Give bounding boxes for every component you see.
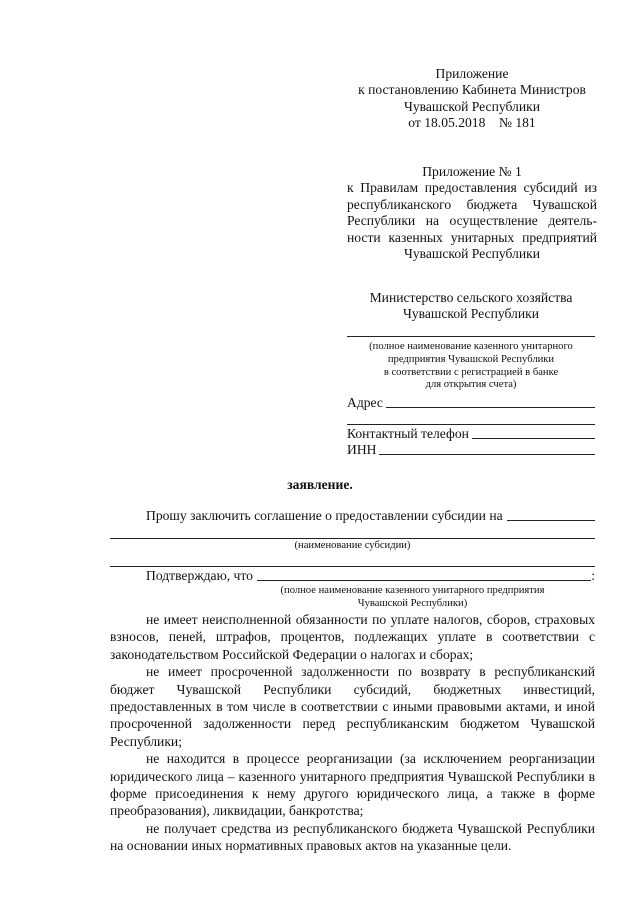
request-text: Прошу заключить соглашение о предоставлении субсидии на <box>146 508 503 523</box>
rules-appendix-line: ности казенных унитарных предприятий <box>347 229 597 245</box>
appendix-header <box>347 66 597 131</box>
confirmation-paragraph: не находится в процессе реорганизации (за исключением реорганизации юридического лица – казенного унитарного предприятия Чувашской Республики в форме присоединения к нему другого юридического лица, а также в форме преобразования), ликвидации, банкротства; <box>110 751 595 819</box>
address-field[interactable] <box>386 407 595 408</box>
subsidy-field-line[interactable] <box>110 538 595 539</box>
confirm-row <box>110 568 595 584</box>
confirmation-paragraph: не получает средства из республиканского бюджета Чувашской Республики на основании иных нормативных правовых актов на указанные цели. <box>110 820 595 854</box>
enterprise-note: (полное наименование казенного унитарного предприятия Чувашской Республики) <box>280 585 545 609</box>
confirmation-paragraph: не имеет просроченной задолженности по возврату в республиканский бюджет Чувашской Республики субсидий, бюджетных инвестиций, предоставленных в том числе в соответствии с иными правовыми актами, и иной просроченной задолженности перед республиканским бюджетом Чувашской Республики; <box>110 664 595 749</box>
rules-appendix <box>347 164 597 262</box>
confirmation-list <box>110 611 595 855</box>
addressee-line: Чувашской Республики <box>403 306 539 322</box>
confirm-colon: : <box>591 568 595 583</box>
subsidy-field-line-2[interactable] <box>110 566 595 567</box>
phone-label: Контактный телефон <box>347 426 469 441</box>
rules-appendix-body <box>347 180 597 262</box>
rules-appendix-line: республиканского бюджета Чувашской <box>347 196 597 212</box>
address-label: Адрес <box>347 395 383 410</box>
rules-appendix-line: к Правилам предоставления субсидий из <box>347 180 597 196</box>
appendix-header-date: от 18.05.2018 № 181 <box>408 114 536 130</box>
appendix-header-line: Приложение <box>435 66 509 81</box>
confirm-text: Подтверждаю, что <box>146 568 253 583</box>
enterprise-field[interactable] <box>257 580 591 581</box>
appendix-header-line: Чувашской Республики <box>404 98 540 114</box>
inn-label: ИНН <box>347 442 377 457</box>
phone-field[interactable] <box>472 438 595 439</box>
addressee-line: Министерство сельского хозяйства <box>369 290 573 305</box>
rules-appendix-line: Республики на осуществление деятель- <box>347 213 597 229</box>
subsidy-note: (наименование субсидии) <box>294 540 411 551</box>
enterprise-name-note: (полное наименование казенного унитарного предприятия Чувашской Республики в соответствии с регистрацией в банке для открытия счета) <box>369 341 573 391</box>
subsidy-field[interactable] <box>507 520 595 521</box>
phone-row <box>347 426 595 442</box>
enterprise-name-field[interactable] <box>347 336 595 337</box>
confirmation-paragraph: не имеет неисполненной обязанности по уплате налогов, сборов, страховых взносов, пеней, штрафов, процентов, подлежащих уплате в соответствии с законодательством Российской Федерации о налогах и сборах; <box>110 612 595 662</box>
inn-field[interactable] <box>379 454 595 455</box>
addressee-ministry <box>347 290 595 322</box>
appendix-header-line: к постановлению Кабинета Министров <box>358 82 586 98</box>
address-field-extra[interactable] <box>347 424 595 425</box>
rules-appendix-title: Приложение № 1 <box>422 164 522 179</box>
inn-row <box>347 442 595 458</box>
address-row <box>347 395 595 411</box>
rules-appendix-line: Чувашской Республики <box>404 246 540 262</box>
request-row <box>110 508 595 524</box>
statement-title: заявление. <box>287 477 353 492</box>
